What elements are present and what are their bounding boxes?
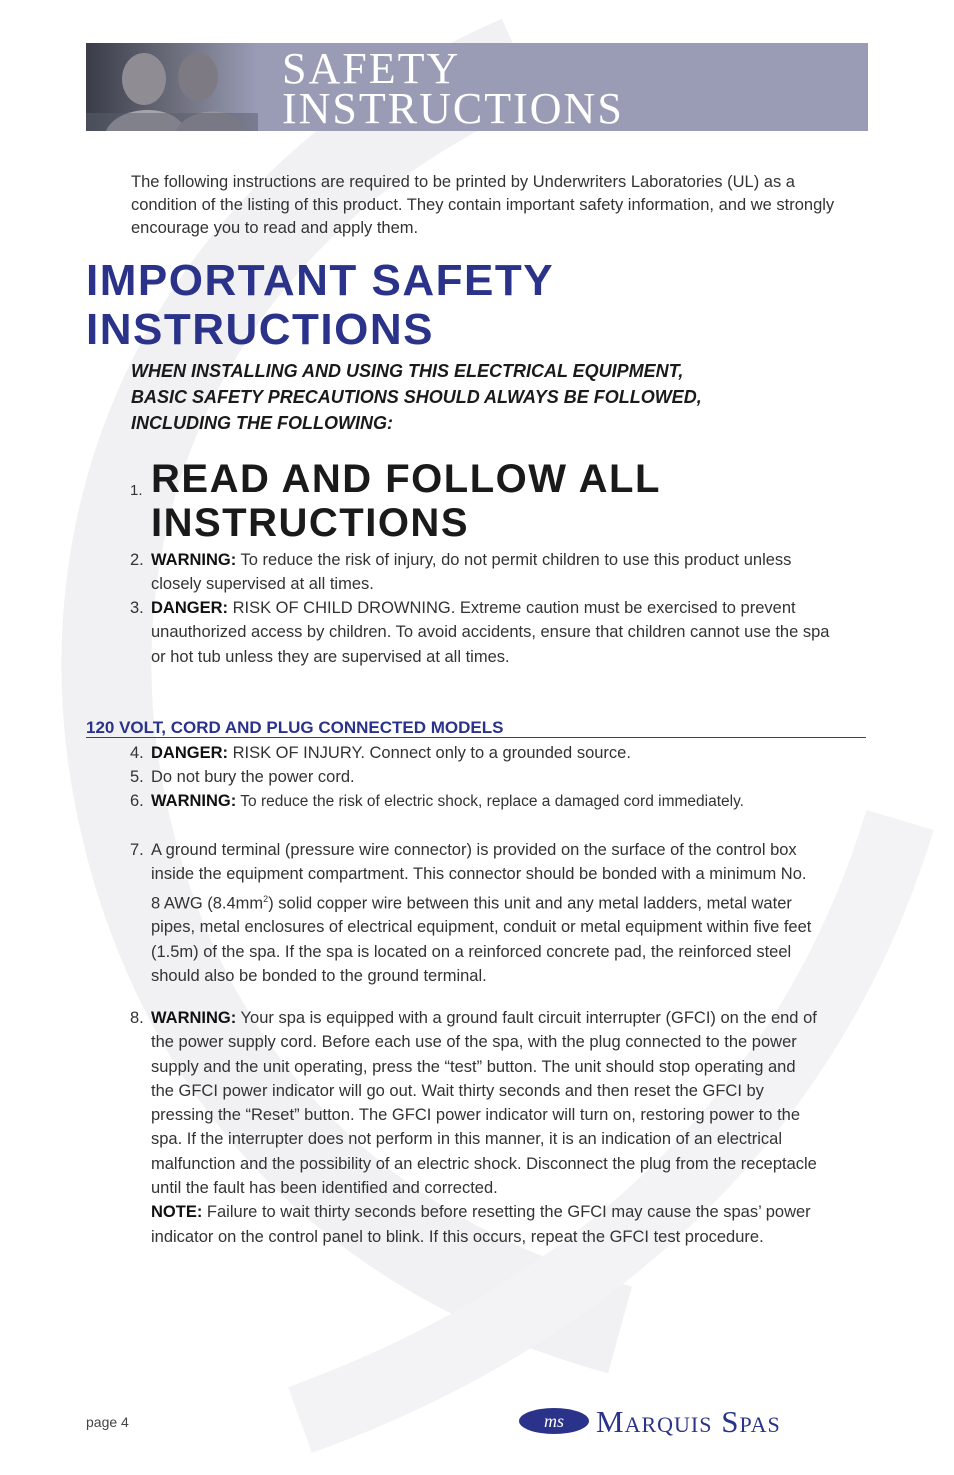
item-number: 7. [130,841,144,859]
item-number: 1. [130,482,143,499]
main-title [86,256,866,354]
item-text: To reduce the risk of injury, do not permit children to use this product unless closely supervised at all times. [151,551,792,594]
list-item-7 [130,838,820,988]
list-item-1 [130,457,830,545]
note-paragraph [151,1200,820,1249]
precautions-line-1: WHEN INSTALLING AND USING THIS ELECTRICAL EQUIPMENT, [131,361,684,381]
item-number: 3. [130,599,144,617]
list-item-2 [130,548,830,597]
list-item-6 [130,789,790,814]
warning-label: WARNING: [151,551,237,569]
header-title [282,44,624,133]
header-title-line-1: SAFETY [282,44,461,93]
list-item-4 [130,741,830,765]
precautions-line-2: BASIC SAFETY PRECAUTIONS SHOULD ALWAYS BE FOLLOWED, [131,387,702,407]
item-text: RISK OF CHILD DROWNING. Extreme caution must be exercised to prevent unauthorized access by children. To avoid accidents, ensure that children cannot use the spa or hot tub unless they are supervised at all times. [151,599,830,666]
item-number: 6. [130,792,144,810]
section-header-banner [86,43,868,131]
note-label: NOTE: [151,1203,203,1222]
item-text: READ AND FOLLOW ALL INSTRUCTIONS [151,457,661,545]
item-number: 2. [130,551,144,569]
precautions-statement [131,358,871,436]
danger-label: DANGER: [151,599,228,617]
intro-paragraph: The following instructions are required to be printed by Underwriters Laboratories (UL) as a condition of the listing of this product. They contain important safety information, and we strongly encourage you to read and apply them. [131,173,835,237]
page-number: page 4 [86,1414,129,1430]
item-number: 4. [130,744,144,762]
item-number: 8. [130,1009,144,1027]
item-text: Your spa is equipped with a ground fault circuit interrupter (GFCI) on the end of the power supply cord. Before each use of the spa, with the plug connected to the power supply and the unit operating, press the “test” button. The unit should stop operating and the GFCI power indicator will go out. Wait thirty seconds and then reset the GFCI by pressing the “Reset” button. The GFCI power indicator will turn on, restoring power to the spa. If the interrupter does not perform in this manner, it is an indication of an electrical malfunction and the possibility of an electric shock. Disconnect the plug from the receptacle until the fault has been identified and corrected. [151,1009,817,1198]
main-title-line-2: INSTRUCTIONS [86,305,434,354]
list-item-8 [130,1006,820,1249]
item-text: Do not bury the power cord. [151,768,355,786]
superscript: 2 [263,893,269,904]
svg-text:ms: ms [543,1411,565,1431]
list-item-5 [130,765,830,789]
ms-logo-mark-icon [518,1406,590,1436]
item-text: To reduce the risk of electric shock, replace a damaged cord immediately. [236,793,744,810]
warning-label: WARNING: [151,792,237,810]
section-heading: 120 VOLT, CORD AND PLUG CONNECTED MODELS [86,717,866,738]
precautions-line-3: INCLUDING THE FOLLOWING: [131,413,393,433]
warning-label: WARNING: [151,1009,237,1027]
item-number: 5. [130,768,144,786]
danger-label: DANGER: [151,744,228,762]
couple-in-spa-photo [86,43,258,131]
note-text: Failure to wait thirty seconds before resetting the GFCI may cause the spas’ power indicator on the control panel to blink. If this occurs, repeat the GFCI test procedure. [151,1203,811,1246]
header-title-line-2: INSTRUCTIONS [282,84,624,133]
item-text: RISK OF INJURY. Connect only to a grounded source. [228,744,631,762]
item-text-continued: ) solid copper wire between this unit and any metal ladders, metal water pipes, metal enclosures of electrical equipment, conduit or metal equipment within five feet (1.5m) of the spa. If the spa is located on a reinforced concrete pad, the reinforced steel should also be bonded to the ground terminal. [151,894,812,985]
list-item-3 [130,596,830,669]
marquis-spas-logo [518,1400,868,1445]
main-title-line-1: IMPORTANT SAFETY [86,256,555,305]
brand-name: Marquis Spas [596,1404,781,1439]
item-text: A ground terminal (pressure wire connector) is provided on the surface of the control box inside the equipment compartment. This connector should be bonded with a minimum No. 8 AWG (8.4mm [151,841,807,913]
